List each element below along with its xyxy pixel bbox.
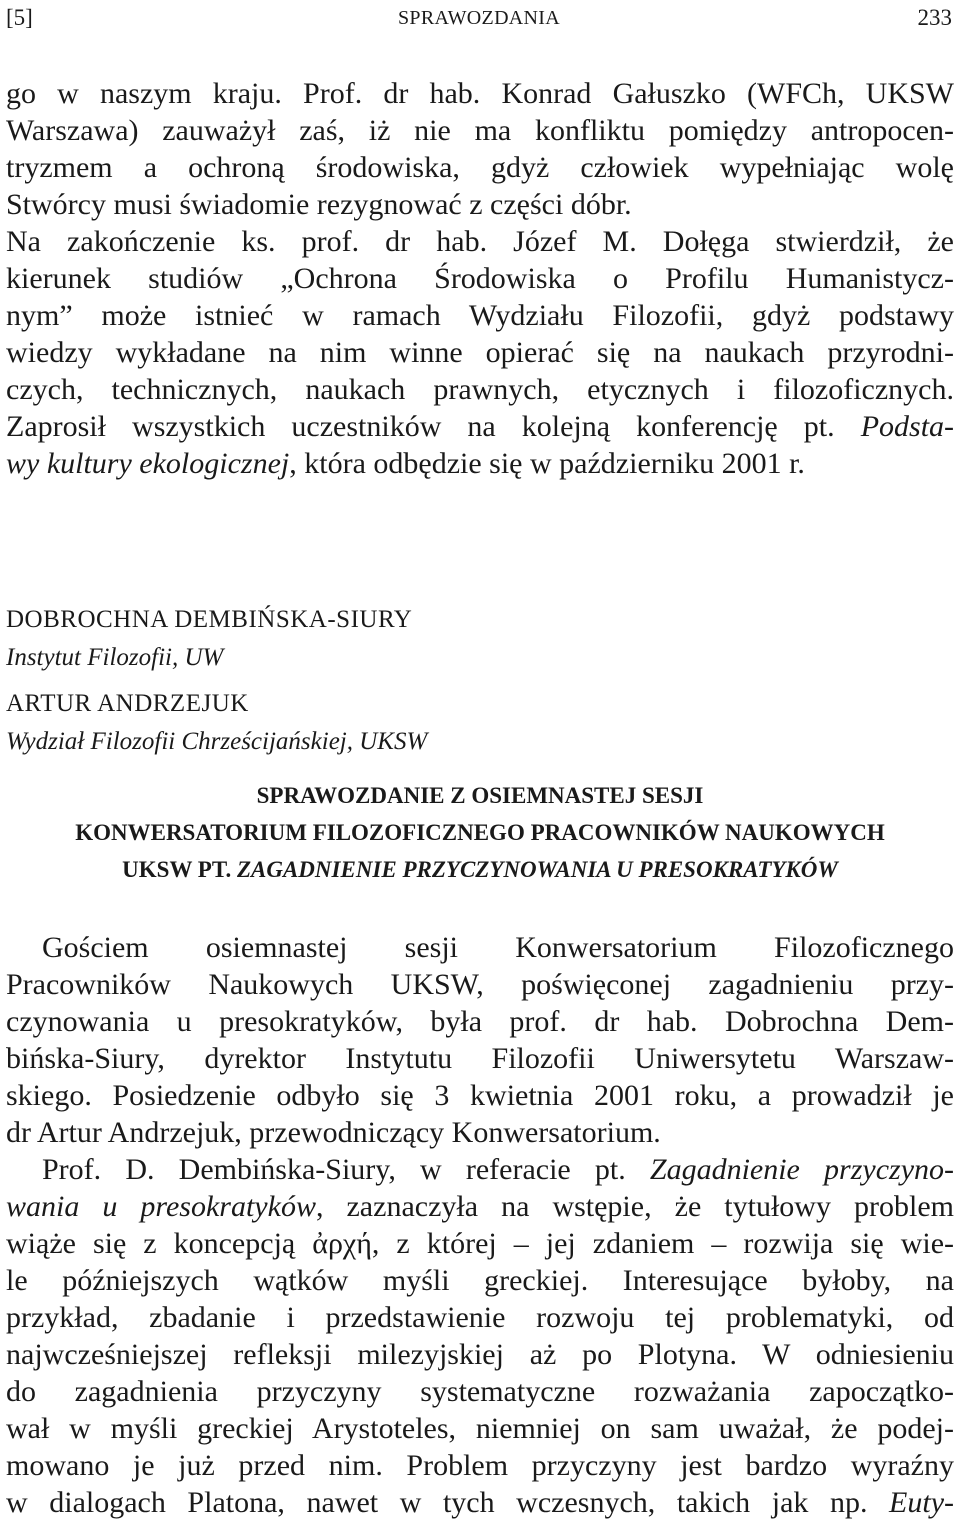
- text-line: [6, 1484, 954, 1521]
- title-line: [0, 851, 960, 888]
- italic-title-part: Zagadnienie przyczyno-: [649, 1153, 954, 1186]
- text-line: dr Artur Andrzejuk, przewodniczący Konwersatorium.: [6, 1116, 661, 1149]
- text-line: Stwórcy musi świadomie rezygnować z części dóbr.: [6, 188, 632, 221]
- body-paragraph-guest: [6, 929, 954, 1521]
- running-header: [6, 2, 952, 34]
- text-line: [6, 1188, 954, 1225]
- text-line: mowano je już przed nim. Problem przyczyny jest bardzo wyraźny: [6, 1449, 954, 1482]
- line-text: , która odbędzie się w październiku 2001 r.: [289, 447, 805, 480]
- italic-title-part: Podsta-: [860, 410, 955, 443]
- author-affiliation: Instytut Filozofii, UW: [6, 644, 224, 671]
- text-line: wał w myśli greckiej Arystoteles, niemniej on sam uważał, że podej-: [6, 1412, 954, 1445]
- italic-title-part: Euty-: [889, 1486, 954, 1519]
- line-text: Prof. D. Dembińska-Siury, w referacie pt.: [42, 1153, 650, 1186]
- text-line: le późniejszych wątków myśli greckiej. Interesujące byłoby, na: [6, 1264, 954, 1297]
- author-name: DOBROCHNA DEMBIŃSKA-SIURY: [6, 606, 413, 633]
- title-line: SPRAWOZDANIE Z OSIEMNASTEJ SESJI: [256, 783, 704, 808]
- text-line: [6, 1151, 954, 1188]
- text-line: kierunek studiów „Ochrona Środowiska o Profilu Humanistycz-: [6, 262, 954, 295]
- title-line: KONWERSATORIUM FILOZOFICZNEGO PRACOWNIKÓW NAUKOWYCH: [75, 820, 885, 845]
- line-text: Zaprosił wszystkich uczestników na kolejną konferencję pt.: [6, 410, 835, 443]
- text-line: najwcześniejszej refleksji milezyjskiej aż po Plotyna. W odniesieniu: [6, 1338, 954, 1371]
- title-plain: UKSW PT.: [122, 857, 237, 882]
- text-line: skiego. Posiedzenie odbyło się 3 kwietnia 2001 roku, a prowadził je: [6, 1079, 954, 1112]
- text-line: bińska-Siury, dyrektor Instytutu Filozofii Uniwersytetu Warszaw-: [6, 1042, 954, 1075]
- text-line: Warszawa) zauważył zaś, iż nie ma konfliktu pomiędzy antropocen-: [6, 114, 954, 147]
- text-line: Gościem osiemnastej sesji Konwersatorium Filozoficznego: [42, 931, 954, 964]
- title-italic: ZAGADNIENIE PRZYCZYNOWANIA U PRESOKRATYKÓW: [236, 857, 838, 882]
- text-line: nym” może istnieć w ramach Wydziału Filozofii, gdyż podstawy: [6, 299, 954, 332]
- text-line: [6, 408, 954, 445]
- text-line: Na zakończenie ks. prof. dr hab. Józef M. Dołęga stwierdził, że: [6, 225, 954, 258]
- line-text: w dialogach Platona, nawet w tych wczesnych, takich jak np.: [6, 1486, 890, 1519]
- text-line: wiedzy wykładane na nim winne opierać się na naukach przyrodni-: [6, 336, 954, 369]
- text-line: przykład, zbadanie i przedstawienie rozwoju tej problematyki, od: [6, 1301, 954, 1334]
- text-line: czynowania u presokratyków, była prof. dr hab. Dobrochna Dem-: [6, 1005, 954, 1038]
- text-line: go w naszym kraju. Prof. dr hab. Konrad Gałuszko (WFCh, UKSW: [6, 77, 954, 110]
- italic-title-part: wania u presokratyków: [6, 1190, 316, 1223]
- text-line: czych, technicznych, naukach prawnych, etycznych i filozoficznych.: [6, 373, 954, 406]
- section-title: SPRAWOZDANIA: [398, 7, 560, 29]
- text-line: do zagadnienia przyczyny systematyczne rozważania zapoczątko-: [6, 1375, 954, 1408]
- text-line: tryzmem a ochroną środowiska, gdyż człowiek wypełniając wolę: [6, 151, 954, 184]
- author-affiliation: Wydział Filozofii Chrześcijańskiej, UKSW: [6, 728, 428, 755]
- closing-paragraph: [6, 75, 954, 482]
- text-line: Pracowników Naukowych UKSW, poświęconej zagadnieniu przy-: [6, 968, 954, 1001]
- authors-block: [6, 601, 954, 761]
- page-marker: [5]: [6, 5, 33, 30]
- text-line: wiąże się z koncepcją ἀρχή, z której – jej zdaniem – rozwija się wie-: [6, 1227, 954, 1260]
- page-number: 233: [917, 5, 952, 30]
- italic-title-part: wy kultury ekologicznej: [6, 447, 290, 480]
- report-title: [0, 777, 960, 888]
- line-text: , zaznaczyła na wstępie, że tytułowy problem: [315, 1190, 954, 1223]
- author-name: ARTUR ANDRZEJUK: [6, 690, 249, 717]
- text-line: [6, 445, 954, 482]
